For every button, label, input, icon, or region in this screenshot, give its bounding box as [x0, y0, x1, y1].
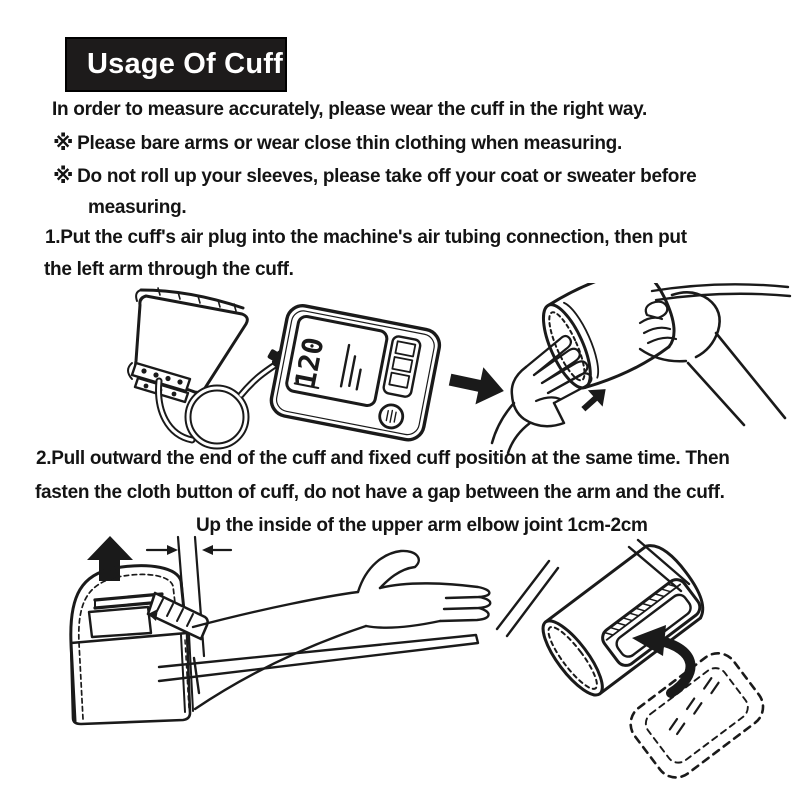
cuff-strap	[159, 635, 478, 681]
step-1-line-1: 1.Put the cuff's air plug into the machine's air tubing connection, then put	[45, 227, 687, 248]
intro-text: In order to measure accurately, please wear the cuff in the right way.	[52, 99, 647, 120]
note-1-text: Please bare arms or wear close thin clothing when measuring.	[77, 133, 622, 154]
section-header	[65, 37, 287, 92]
step-1-line-2: the left arm through the cuff.	[44, 259, 294, 280]
arm-cuff-illustration	[71, 551, 490, 724]
cuff-fastening-illustration	[497, 537, 771, 780]
reference-mark-icon: ※	[53, 132, 74, 155]
step-2-line-1: 2.Pull outward the end of the cuff and fixed cuff position at the same time. Then	[36, 448, 730, 469]
page-title: Usage Of Cuff	[87, 48, 283, 80]
hands-cuff-illustration	[492, 283, 790, 453]
figure2-caption: Up the inside of the upper arm elbow joint 1cm-2cm	[196, 515, 648, 536]
note-2-text: Do not roll up your sleeves, please take off your coat or sweater before	[77, 166, 697, 187]
note-2-line-1	[53, 164, 696, 189]
step-2-line-2: fasten the cloth button of cuff, do not have a gap between the arm and the cuff.	[35, 482, 725, 503]
monitor-display-value: 120	[288, 334, 331, 391]
arm-illustration	[193, 551, 490, 709]
cuff-strap-end	[652, 284, 790, 300]
monitor-illustration	[269, 303, 443, 443]
note-1	[53, 131, 622, 156]
right-arrow-icon	[446, 361, 508, 410]
figure-step2-illustration	[35, 525, 800, 780]
reference-mark-icon: ※	[53, 165, 74, 188]
note-2-line-2: measuring.	[88, 197, 187, 218]
curved-arrow-icon	[632, 625, 691, 693]
right-hand-illustration	[640, 292, 785, 425]
figure-step1-illustration	[40, 283, 800, 455]
cuff-flap-dashed	[623, 645, 771, 780]
cuff-illustration	[128, 288, 247, 402]
